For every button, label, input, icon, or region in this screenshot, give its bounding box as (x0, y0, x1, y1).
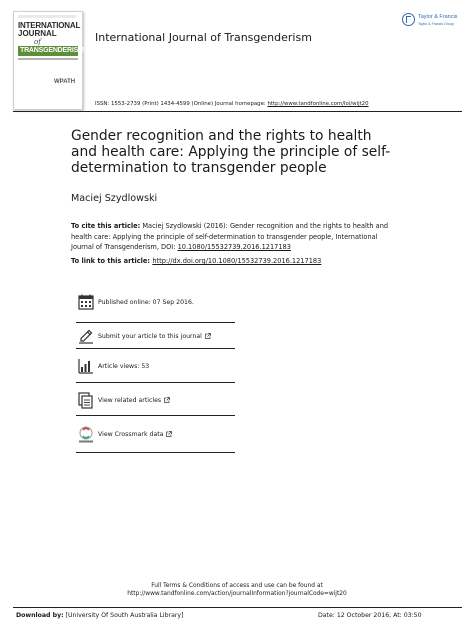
bar-chart-icon (78, 358, 94, 376)
cover-title-line3: of (34, 38, 41, 46)
article-title-line2: and health care: Applying the principle of self- (71, 144, 391, 160)
cover-title-line1: INTERNATIONAL (18, 21, 81, 30)
download-date: Date: 12 October 2016, At: 03:50 (318, 612, 422, 619)
submit-article-link[interactable] (98, 333, 211, 340)
publisher-tagline: Taylor & Francis Group (418, 22, 454, 26)
citation-line3: Journal of Transgenderism, DOI: (71, 243, 178, 251)
cover-band (18, 46, 84, 56)
article-link[interactable]: http://dx.doi.org/10.1080/15532739.2016.1217183 (152, 257, 322, 265)
submit-article-label: Submit your article to this journal (98, 333, 202, 340)
publisher-logo (402, 11, 472, 37)
cover-title-line2: JOURNAL (18, 29, 57, 38)
doi-link[interactable]: 10.1080/15532739.2016.1217183 (177, 243, 291, 251)
citation-label: To cite this article: (71, 222, 141, 230)
cover-top-strip (18, 15, 76, 18)
terms-link[interactable]: http://www.tandfonline.com/action/journalInformation?journalCode=wijt20 (127, 591, 347, 597)
article-views-label: Article views: 53 (98, 363, 150, 370)
info-divider (76, 452, 235, 453)
related-articles-label: View related articles (98, 397, 162, 404)
article-title-line1: Gender recognition and the rights to health (71, 128, 372, 144)
external-link-icon (205, 333, 211, 339)
external-link-icon (164, 397, 170, 403)
calendar-icon (78, 294, 94, 312)
link-label: To link to this article: (71, 257, 153, 265)
download-label: Download by: (16, 612, 64, 619)
published-online-label: Published online: 07 Sep 2016. (98, 299, 194, 306)
citation-block (71, 221, 411, 253)
publisher-name: Taylor & Francis (418, 14, 458, 20)
header-divider (13, 111, 462, 112)
info-divider (76, 415, 235, 416)
crossmark-item[interactable] (76, 426, 235, 454)
download-value: [University Of South Australia Library] (63, 612, 184, 619)
journal-cover (13, 11, 83, 110)
external-link-icon (166, 431, 172, 437)
info-divider (76, 348, 235, 349)
publisher-logo-icon (402, 13, 415, 26)
documents-icon (78, 392, 94, 410)
link-line (71, 257, 321, 265)
citation-line1: Maciej Szydlowski (2016): Gender recognition and the rights to health and (140, 222, 389, 230)
article-author: Maciej Szydlowski (71, 193, 158, 204)
submit-article-item[interactable] (76, 328, 235, 356)
journal-title: International Journal of Transgenderism (95, 31, 312, 44)
terms-line1: Full Terms & Conditions of access and use can be found at (151, 583, 323, 589)
pencil-icon (78, 328, 94, 346)
crossmark-label: View Crossmark data (98, 431, 164, 438)
article-title (71, 128, 401, 176)
crossmark-link[interactable] (98, 431, 172, 438)
download-line (16, 612, 184, 619)
cover-title-line4: TRANSGENDERISM (20, 47, 84, 54)
footer-divider (13, 607, 462, 608)
cover-logo-text: WPATH (54, 79, 76, 85)
info-divider (76, 322, 235, 323)
cover-subline (18, 58, 78, 60)
info-divider (76, 382, 235, 383)
related-articles-link[interactable] (98, 397, 170, 404)
issn-line (95, 101, 369, 107)
published-online-item (76, 294, 235, 322)
journal-homepage-link[interactable]: http://www.tandfonline.com/loi/wijt20 (267, 101, 369, 107)
citation-line2: health care: Applying the principle of self-determination to transgender people, International (71, 232, 378, 241)
crossmark-icon (78, 426, 94, 444)
article-title-line3: determination to transgender people (71, 160, 327, 176)
issn-text: ISSN: 1553-2739 (Print) 1434-4599 (Online) Journal homepage: (95, 101, 268, 107)
cover-logo (54, 68, 76, 85)
